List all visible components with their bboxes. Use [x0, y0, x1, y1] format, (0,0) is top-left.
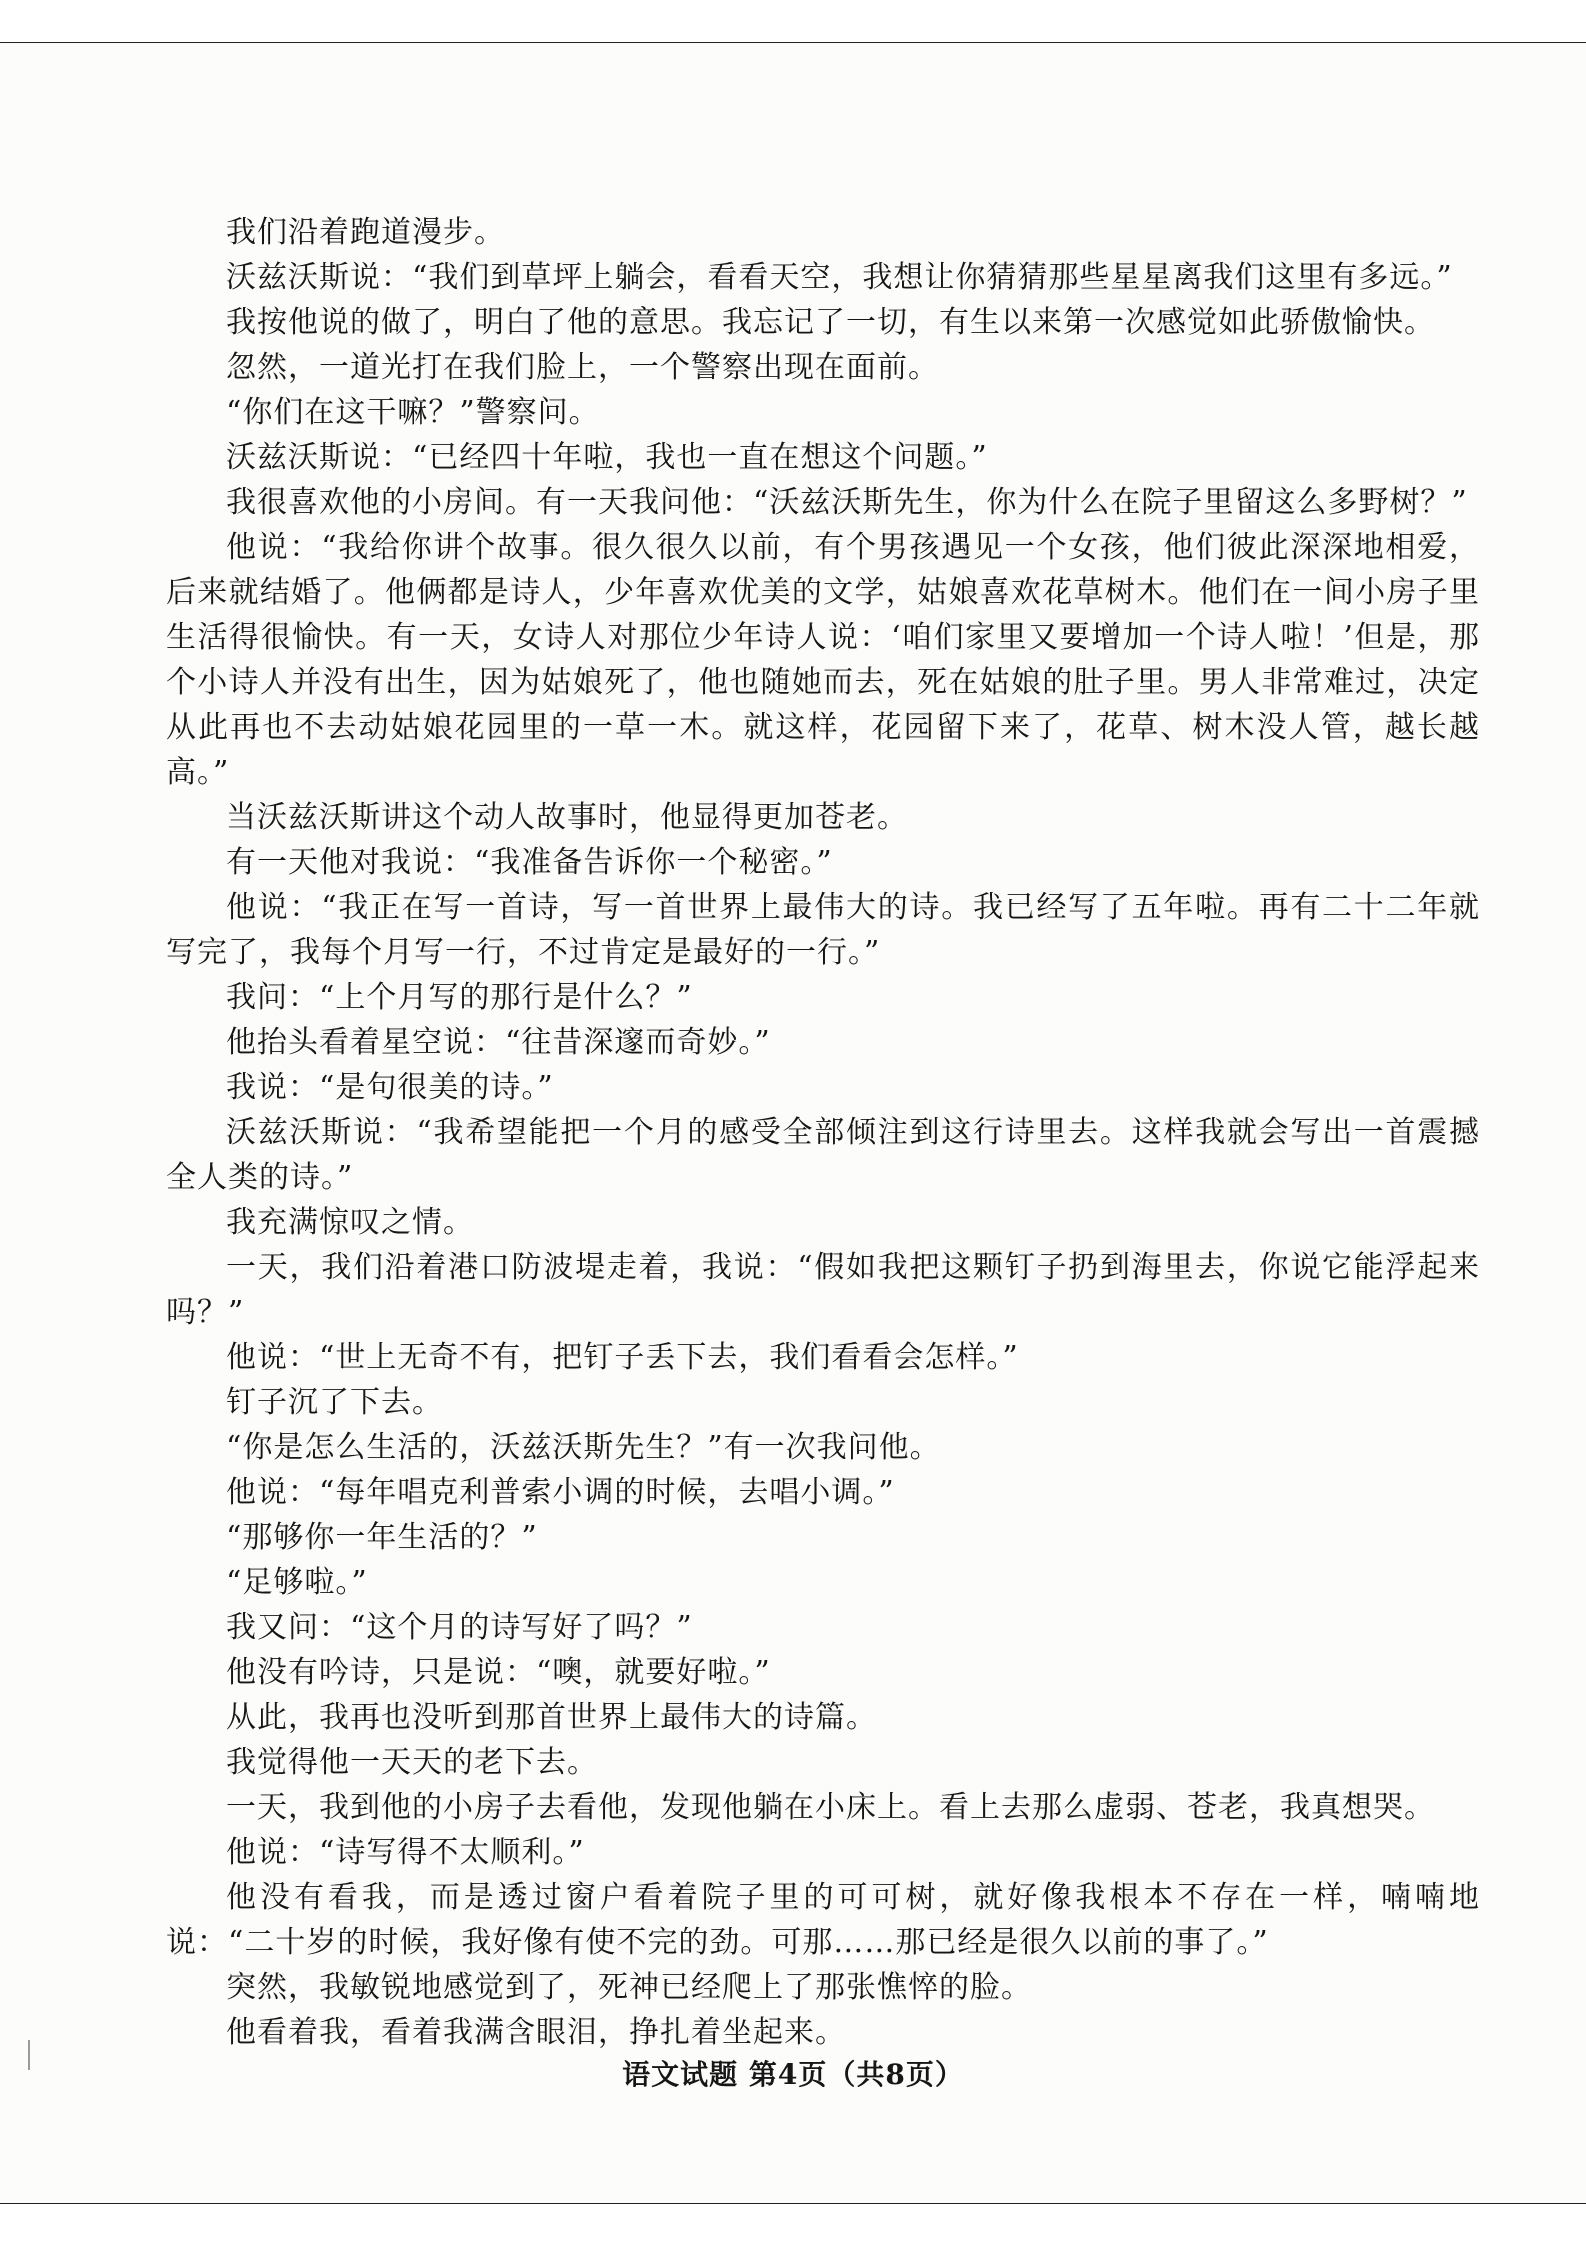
paragraph: “你们在这干嘛？”警察问。 [226, 395, 600, 430]
paragraph: 他说：“诗写得不太顺利。” [226, 1835, 585, 1870]
paragraph: 他没有看我，而是透过窗户看着院子里的可可树，就好像我根本不存在一样，喃喃地说：“二十岁的时候，我好像有使不完的劲。可那……那已经是很久以前的事了。” [166, 1880, 1480, 1960]
paragraph: 有一天他对我说：“我准备告诉你一个秘密。” [226, 845, 833, 880]
paragraph: 一天，我到他的小房子去看他，发现他躺在小床上。看上去那么虚弱、苍老，我真想哭。 [226, 1790, 1435, 1825]
paragraph: 从此，我再也没听到那首世界上最伟大的诗篇。 [226, 1700, 877, 1735]
paragraph: 他抬头看着星空说：“往昔深邃而奇妙。” [226, 1025, 771, 1060]
passage-text [166, 210, 1480, 2055]
paragraph: 我按他说的做了，明白了他的意思。我忘记了一切，有生以来第一次感觉如此骄傲愉快。 [226, 305, 1435, 340]
paragraph: 他没有吟诗，只是说：“噢，就要好啦。” [226, 1655, 771, 1690]
paragraph: 沃兹沃斯说：“已经四十年啦，我也一直在想这个问题。” [226, 440, 988, 475]
paragraph: 他说：“世上无奇不有，把钉子丢下去，我们看看会怎样。” [226, 1340, 1019, 1375]
paragraph: 钉子沉了下去。 [226, 1385, 443, 1420]
paragraph: 我问：“上个月写的那行是什么？” [226, 980, 693, 1015]
paragraph: 他看着我，看着我满含眼泪，挣扎着坐起来。 [226, 2015, 846, 2050]
paragraph: 一天，我们沿着港口防波堤走着，我说：“假如我把这颗钉子扔到海里去，你说它能浮起来吗？” [166, 1250, 1480, 1330]
paragraph: 我说：“是句很美的诗。” [226, 1070, 554, 1105]
paragraph: 我们沿着跑道漫步。 [226, 215, 505, 250]
bottom-border [0, 2203, 1586, 2204]
paragraph: 突然，我敏锐地感觉到了，死神已经爬上了那张憔悴的脸。 [226, 1970, 1032, 2005]
paragraph: 我觉得他一天天的老下去。 [226, 1745, 598, 1780]
paragraph: 他说：“我正在写一首诗，写一首世界上最伟大的诗。我已经写了五年啦。再有二十二年就写完了，我每个月写一行，不过肯定是最好的一行。” [166, 890, 1480, 970]
paragraph: 沃兹沃斯说：“我们到草坪上躺会，看看天空，我想让你猜猜那些星星离我们这里有多远。” [226, 260, 1453, 295]
paragraph: “你是怎么生活的，沃兹沃斯先生？”有一次我问他。 [226, 1430, 941, 1465]
page-footer: 语文试题 第4页（共8页） [622, 2058, 964, 2091]
paragraph: 他说：“每年唱克利普索小调的时候，去唱小调。” [226, 1475, 895, 1510]
paragraph: 忽然，一道光打在我们脸上，一个警察出现在面前。 [226, 350, 939, 385]
paragraph: 我充满惊叹之情。 [226, 1205, 474, 1240]
paragraph: 我又问：“这个月的诗写好了吗？” [226, 1610, 693, 1645]
paragraph: 当沃兹沃斯讲这个动人故事时，他显得更加苍老。 [226, 800, 908, 835]
paragraph: 他说：“我给你讲个故事。很久很久以前，有个男孩遇见一个女孩，他们彼此深深地相爱，后来就结婚了。他俩都是诗人，少年喜欢优美的文学，姑娘喜欢花草树木。他们在一间小房子里生活得很愉快。有一天，女诗人对那位少年诗人说：‘咱们家里又要增加一个诗人啦！’但是，那个小诗人并没有出生，因为姑娘死了，他也随她而去，死在姑娘的肚子里。男人非常难过，决定从此再也不去动姑娘花园里的一草一木。就这样，花园留下来了，花草、树木没人管，越长越高。” [166, 530, 1480, 790]
paragraph: “足够啦。” [226, 1565, 368, 1600]
paragraph: “那够你一年生活的？” [226, 1520, 538, 1555]
paragraph: 沃兹沃斯说：“我希望能把一个月的感受全部倾注到这行诗里去。这样我就会写出一首震撼全人类的诗。” [166, 1115, 1480, 1195]
paragraph: 我很喜欢他的小房间。有一天我问他：“沃兹沃斯先生，你为什么在院子里留这么多野树？” [226, 485, 1468, 520]
